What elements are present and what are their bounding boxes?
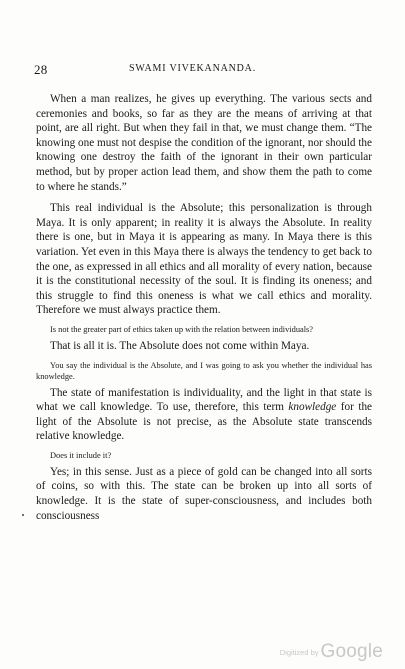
page-header (34, 62, 374, 76)
ink-speck (22, 514, 24, 516)
digitized-watermark (280, 641, 383, 663)
page-number: 28 (34, 62, 48, 77)
question-3: Does it include it? (50, 450, 112, 460)
paragraph-4-text-b: for the light of the Absolute is not precise, as the Absolute state transcends relative knowledge. (36, 401, 373, 443)
watermark-prefix: Digitized by (279, 648, 319, 657)
paragraph-2: This real individual is the Absolute; this personalization is through Maya. It is only apparent; in reality it is always the Absolute. In reality there is one, but in Maya it is appearing as many. In Maya there is this variation. Yet even in this Maya there is always the tendency to get back to the one, as expressed in all ethics and all morality of every nation, because it is the constitutional necessity of the soul. It is finding its oneness; and this struggle to find this oneness is what we call ethics and morality. Therefore we must always practice them. (36, 202, 372, 317)
paragraph-3: That is all it is. The Absolute does not come within Maya. (50, 339, 310, 352)
italic-term: knowledge (288, 401, 337, 414)
question-2: You say the individual is the Absolute, and I was going to ask you whether the individual has knowledge. (36, 360, 372, 381)
google-logo: Google (320, 641, 383, 662)
body-text (36, 92, 372, 523)
paragraph-5: Yes; in this sense. Just as a piece of gold can be changed into all sorts of coins, so with this. The state can be broken up into all sorts of knowledge. It is the state of super-consciousness, and includes both consciousness (36, 465, 372, 522)
paragraph-4-text-a: The state of manifestation is individuality, and the light in that state is what we call knowledge. To use, therefore, this term (36, 386, 372, 414)
running-head: SWAMI VIVEKANANDA. (129, 63, 256, 74)
question-1: Is not the greater part of ethics taken up with the relation between individuals? (50, 324, 314, 334)
paragraph-1: When a man realizes, he gives up everything. The various sects and ceremonies and books, so far as they are the means of arriving at that point, are all right. But when they fail in that, we must change them. “The knowing one must not despise the condition of the ignorant, nor should the knowing one destroy the faith of the ignorant in their own particular method, but by proper action lead them, and show them the path to come to where he stands.” (36, 93, 372, 193)
paragraph-4 (36, 386, 372, 444)
